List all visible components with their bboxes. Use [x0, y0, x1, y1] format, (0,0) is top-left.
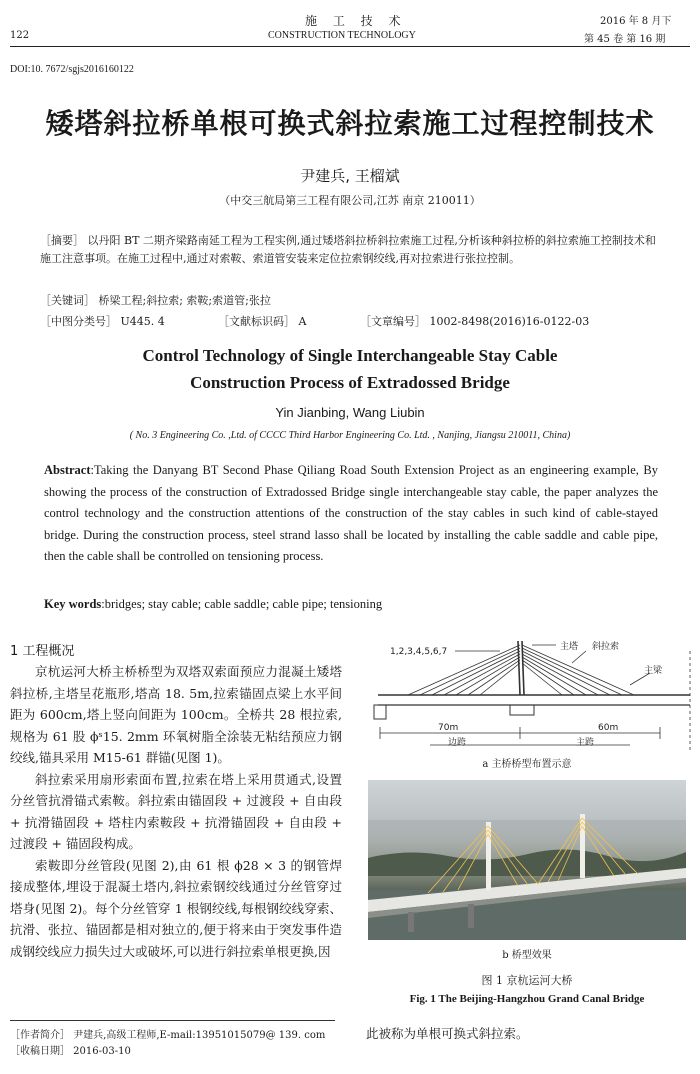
- doi: DOI:10. 7672/sgjs2016160122: [10, 64, 134, 75]
- body-paragraph: 京杭运河大桥主桥桥型为双塔双索面预应力混凝土矮塔斜拉桥,主塔呈花瓶形,塔高 18. 5m,拉索锚固点梁上水平间距为 600cm,塔上竖向间距为 100cm。全桥共 28 根拉索,规格为 61 股 ϕˢ15. 2mm 环氧树脂全涂装无粘结预应力钢绞线,锚具采用 M15-61 群锚(见图 1)。: [10, 664, 342, 765]
- footnote-author: ［作者简介］ 尹建兵,高级工程师,E-mail:13951015079@ 139. com: [10, 1030, 326, 1041]
- journal-title-cn: 施 工 技 术: [305, 14, 407, 28]
- abstract-en: [44, 460, 658, 568]
- bridge-layout-diagram: [360, 633, 695, 775]
- keywords-cn: ［关键词］ 桥梁工程;斜拉索; 索鞍;索道管;张拉: [40, 294, 271, 307]
- title-cn: 矮塔斜拉桥单根可换式斜拉索施工过程控制技术: [45, 107, 655, 140]
- subfigure-a-caption: a 主桥桥型布置示意: [482, 759, 572, 770]
- header-rule: [10, 46, 690, 47]
- stay-cable-label: 斜拉索: [592, 642, 620, 652]
- body-paragraph: 索鞍即分丝管段(见图 2),由 61 根 ϕ28 × 3 的钢管焊接成整体,埋设于混凝土塔内,斜拉索钢绞线通过分丝管穿过塔身(见图 2)。每个分丝管穿 1 根钢绞线,每根钢绞线穿索、抗滑、张拉、锚固都是相对独立的,便于将来由于突发事件造成钢绞线应力损失过大或破坏,可以进行斜拉索单根更换,因: [10, 857, 342, 959]
- issue-date: 2016 年 8 月下: [600, 16, 672, 27]
- issue-volume: 第 45 卷 第 16 期: [584, 34, 666, 45]
- body-left-column: [10, 661, 342, 962]
- girder-label: 主梁: [644, 666, 663, 676]
- article-number: ［文章编号］ 1002-8498(2016)16-0122-03: [360, 315, 590, 328]
- side-span-label: 边跨: [448, 738, 467, 748]
- title-en-line2: Construction Process of Extradossed Bridge: [190, 373, 510, 392]
- keywords-en-text: :bridges; stay cable; cable saddle; cable pipe; tensioning: [101, 597, 383, 611]
- title-en-line1: Control Technology of Single Interchangeable Stay Cable: [142, 346, 558, 365]
- affiliation-en: ( No. 3 Engineering Co. ,Ltd. of CCCC Third Harbor Engineering Co. Ltd. , Nanjing, Jiangsu 210011, China): [129, 430, 571, 441]
- figure-caption-cn: 图 1 京杭运河大桥: [481, 974, 573, 987]
- abstract-en-text: :Taking the Danyang BT Second Phase Qiliang Road South Extension Project as an engineering example, By showing the process of the construction of Extradossed Bridge single interchangeable stay cable, the paper analyzes the control technology and the construction attentions of the construction of the stay cables in such kind of cable-stayed bridge. During the construction process, steel strand lasso shall be located by installing the cable saddle and cable pipe, then the cable shall be controlled on tensioning process.: [44, 463, 658, 563]
- subfigure-b-caption: b 桥型效果: [502, 950, 552, 961]
- footnote-date: ［收稿日期］ 2016-03-10: [10, 1046, 131, 1057]
- document-code: ［文献标识码］ A: [218, 315, 307, 328]
- footnote-rule: [10, 1020, 335, 1021]
- affiliation-cn: （中交三航局第三工程有限公司,江苏 南京 210011）: [219, 194, 481, 207]
- body-paragraph: 斜拉索采用扇形索面布置,拉索在塔上采用贯通式,设置分丝管抗滑锚式索鞍。斜拉索由锚固段 + 过渡段 + 自由段 + 抗滑锚固段 + 塔柱内索鞍段 + 抗滑锚固段 + 自由段 + 过渡段 + 锚固段构成。: [10, 771, 342, 851]
- authors-en: Yin Jianbing, Wang Liubin: [275, 405, 425, 420]
- abstract-en-label: Abstract: [44, 463, 91, 477]
- section-heading: 1 工程概况: [10, 644, 75, 659]
- figure-caption-en: Fig. 1 The Beijing-Hangzhou Grand Canal Bridge: [409, 993, 645, 1005]
- authors-cn: 尹建兵, 王榴斌: [300, 167, 400, 185]
- main-span-label: 主跨: [576, 738, 595, 748]
- main-span-dimension: 60m: [598, 723, 619, 733]
- cable-numbers-label: 1,2,3,4,5,6,7: [390, 647, 448, 657]
- bridge-photo: [368, 780, 686, 940]
- page-number: 122: [10, 30, 30, 41]
- side-span-dimension: 70m: [438, 723, 459, 733]
- body-right-continuation: 此被称为单根可换式斜拉索。: [366, 1026, 529, 1041]
- abstract-cn: ［摘要］ 以丹阳 BT 二期齐梁路南延工程为工程实例,通过矮塔斜拉桥斜拉索施工过程,分析该种斜拉桥的斜拉索施工控制技术和施工注意事项。在施工过程中,通过对索鞍、索道管安装来定位拉索钢绞线,再对拉索进行张拉控制。: [40, 234, 656, 265]
- journal-title-en: CONSTRUCTION TECHNOLOGY: [268, 30, 416, 41]
- tower-label: 主塔: [560, 642, 579, 652]
- clc-number: ［中图分类号］ U445. 4: [40, 315, 165, 328]
- keywords-en-label: Key words: [44, 597, 102, 611]
- bridge-photo-drawing: [368, 780, 686, 940]
- keywords-en: [44, 594, 658, 616]
